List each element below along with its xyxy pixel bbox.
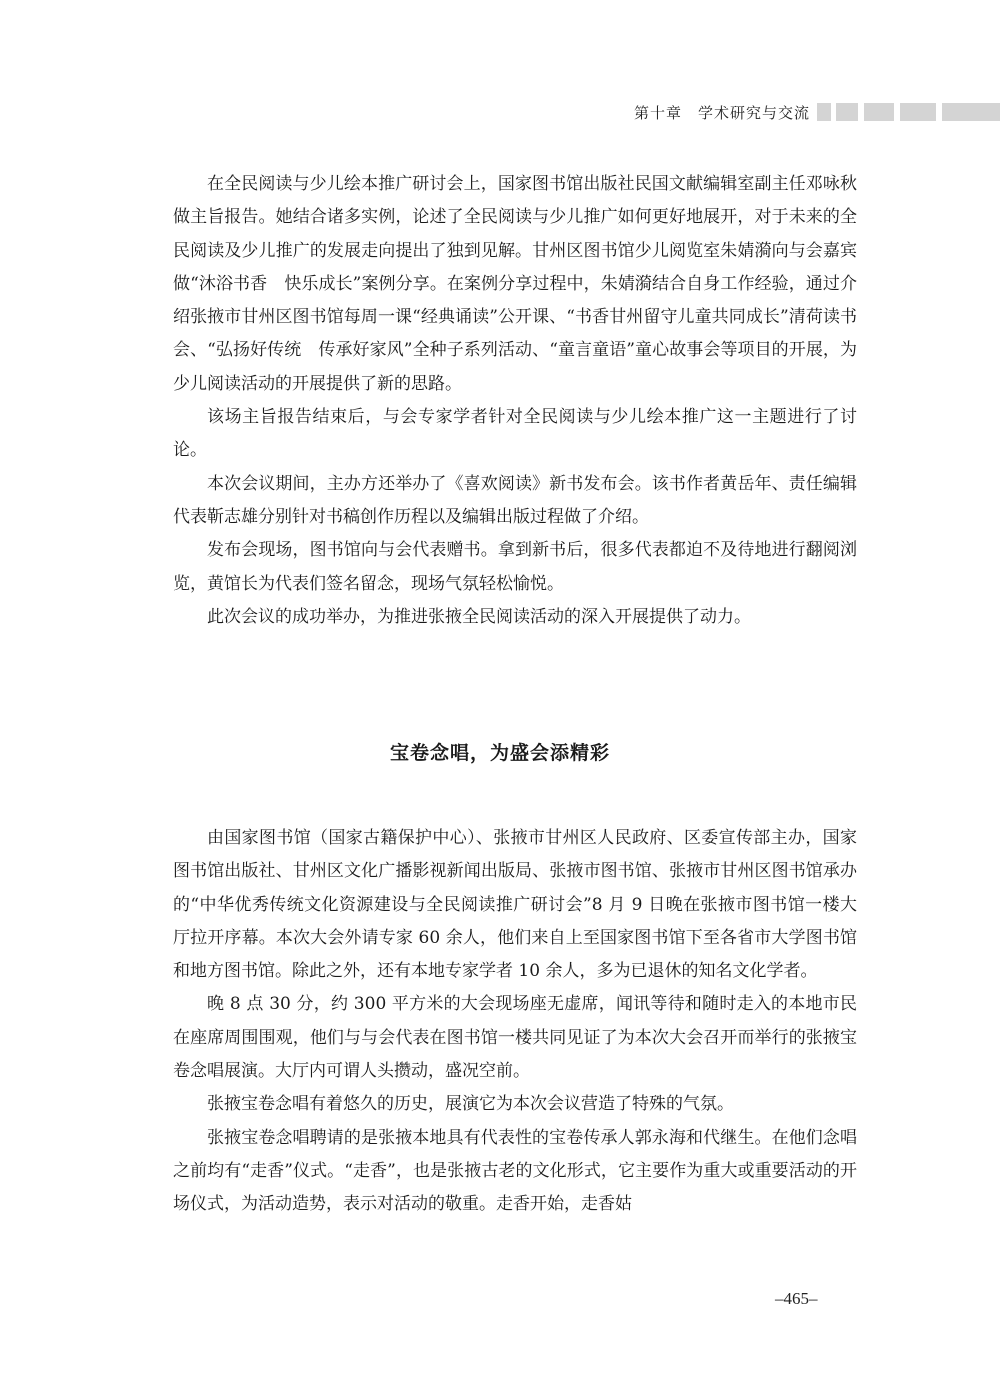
- paragraph: 张掖宝卷念唱有着悠久的历史，展演它为本次会议营造了特殊的气氛。: [207, 1094, 734, 1115]
- page-number: –465–: [775, 1289, 818, 1308]
- header-bar: [817, 103, 831, 121]
- header-bar: [864, 103, 894, 121]
- paragraph: 在全民阅读与少儿绘本推广研讨会上，国家图书馆出版社民国文献编辑室副主任邓咏秋做主旨报告。她结合诸多实例，论述了全民阅读与少儿推广如何更好地展开，对于未来的全民阅读及少儿推广的发展走向提出了独到见解。甘州区图书馆少儿阅览室朱婧漪向与会嘉宾做“沐浴书香 快乐成长”案例分享。在案例分享过程中，朱婧漪结合自身工作经验，通过介绍张掖市甘州区图书馆每周一课“经典诵读”公开课、“书香甘州留守儿童共同成长”清荷读书会、“弘扬好传统 传承好家风”全种子系列活动、“童言童语”童心故事会等项目的开展，为少儿阅读活动的开展提供了新的思路。: [173, 174, 857, 394]
- paragraph: 由国家图书馆（国家古籍保护中心）、张掖市甘州区人民政府、区委宣传部主办，国家图书馆出版社、甘州区文化广播影视新闻出版局、张掖市图书馆、张掖市甘州区图书馆承办的“中华优秀传统文化资源建设与全民阅读推广研讨会”8 月 9 日晚在张掖市图书馆一楼大厅拉开序幕。本次大会外请专家 60 余人，他们来自上至国家图书馆下至各省市大学图书馆和地方图书馆。除此之外，还有本地专家学者 10 余人，多为已退休的知名文化学者。: [173, 828, 857, 982]
- header-bar: [900, 103, 936, 121]
- section-heading: 宝卷念唱，为盛会添精彩: [389, 742, 610, 764]
- paragraph: 晚 8 点 30 分，约 300 平方米的大会现场座无虚席，闻讯等待和随时走入的本地市民在座席周围围观，他们与与会代表在图书馆一楼共同见证了为本次大会召开而举行的张掖宝卷念唱展演。大厅内可谓人头攒动，盛况空前。: [173, 994, 857, 1082]
- section-1-body: [173, 168, 857, 634]
- paragraph: 该场主旨报告结束后，与会专家学者针对全民阅读与少儿绘本推广这一主题进行了讨论。: [173, 407, 857, 461]
- header-bar: [836, 103, 858, 121]
- paragraph: 张掖宝卷念唱聘请的是张掖本地具有代表性的宝卷传承人郭永海和代继生。在他们念唱之前均有“走香”仪式。“走香”，也是张掖古老的文化形式，它主要作为重大或重要活动的开场仪式，为活动造势，表示对活动的敬重。走香开始，走香姑: [173, 1127, 857, 1215]
- running-header: [0, 100, 1000, 128]
- paragraph: 发布会现场，图书馆向与会代表赠书。拿到新书后，很多代表都迫不及待地进行翻阅浏览，黄馆长为代表们签名留念，现场气氛轻松愉悦。: [173, 540, 857, 594]
- header-bar: [942, 103, 1000, 121]
- paragraph: 此次会议的成功举办，为推进张掖全民阅读活动的深入开展提供了动力。: [207, 606, 751, 627]
- chapter-title: 第十章 学术研究与交流: [633, 104, 810, 122]
- paragraph: 本次会议期间，主办方还举办了《喜欢阅读》新书发布会。该书作者黄岳年、责任编辑代表靳志雄分别针对书稿创作历程以及编辑出版过程做了介绍。: [173, 473, 857, 527]
- section-2-body: [173, 822, 857, 1222]
